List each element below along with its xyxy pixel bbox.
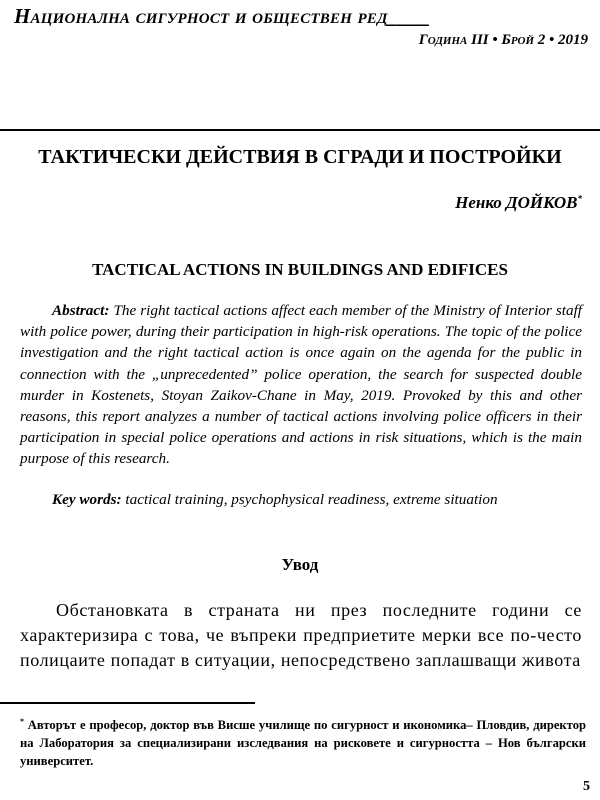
author-name-text: Ненко ДОЙКОВ <box>455 193 578 212</box>
section-heading: Увод <box>281 555 319 574</box>
abstract <box>20 300 582 470</box>
page-number: 5 <box>583 779 590 794</box>
article-title-en: TACTICAL ACTIONS IN BUILDINGS AND EDIFICES <box>92 260 508 279</box>
footnote-text: Авторът е професор, доктор във Висше училище по сигурност и икономика– Пловдив, директор на Лаборатория за специализирани изследвания на рисковете и сигурността – Нов български университет. <box>20 718 586 769</box>
keywords-label: Key words: <box>52 491 122 508</box>
footnote <box>20 713 586 770</box>
abstract-label: Abstract: <box>52 302 110 319</box>
keywords-text: tactical training, psychophysical readiness, extreme situation <box>125 491 498 508</box>
article-title-bg: ТАКТИЧЕСКИ ДЕЙСТВИЯ В СГРАДИ И ПОСТРОЙКИ <box>38 146 562 168</box>
footnote-mark: * <box>20 717 24 726</box>
keywords <box>20 489 582 510</box>
header-divider <box>0 129 600 131</box>
abstract-text: The right tactical actions affect each member of the Ministry of Interior staff with police power, during their participation in high-risk operations. The topic of the police investigation and the right tactical action is once again on the agenda for the public in connection with the „unprecedented” police operation, the search for suspected double murder in Kostenets, Stoyan Zaikov-Chane in May, 2019. Provoked by this and other reasons, this report analyzes a number of tactical actions involving police officers in their participation in special police operations and actions in risk situations, which is the main purpose of this research. <box>20 302 583 468</box>
author-name <box>455 193 582 213</box>
journal-title: Национална сигурност и обществен ред____ <box>14 4 431 28</box>
journal-issue: Година III • Брой 2 • 2019 <box>418 32 588 48</box>
footnote-divider <box>0 702 255 704</box>
body-paragraph: Обстановката в страната ни през последните години се характеризира с това, че въпреки предприетите мерки все по-често полицаите попадат в ситуации, непосредствено заплашващи живота <box>20 600 582 670</box>
author-footnote-mark: * <box>577 193 582 204</box>
